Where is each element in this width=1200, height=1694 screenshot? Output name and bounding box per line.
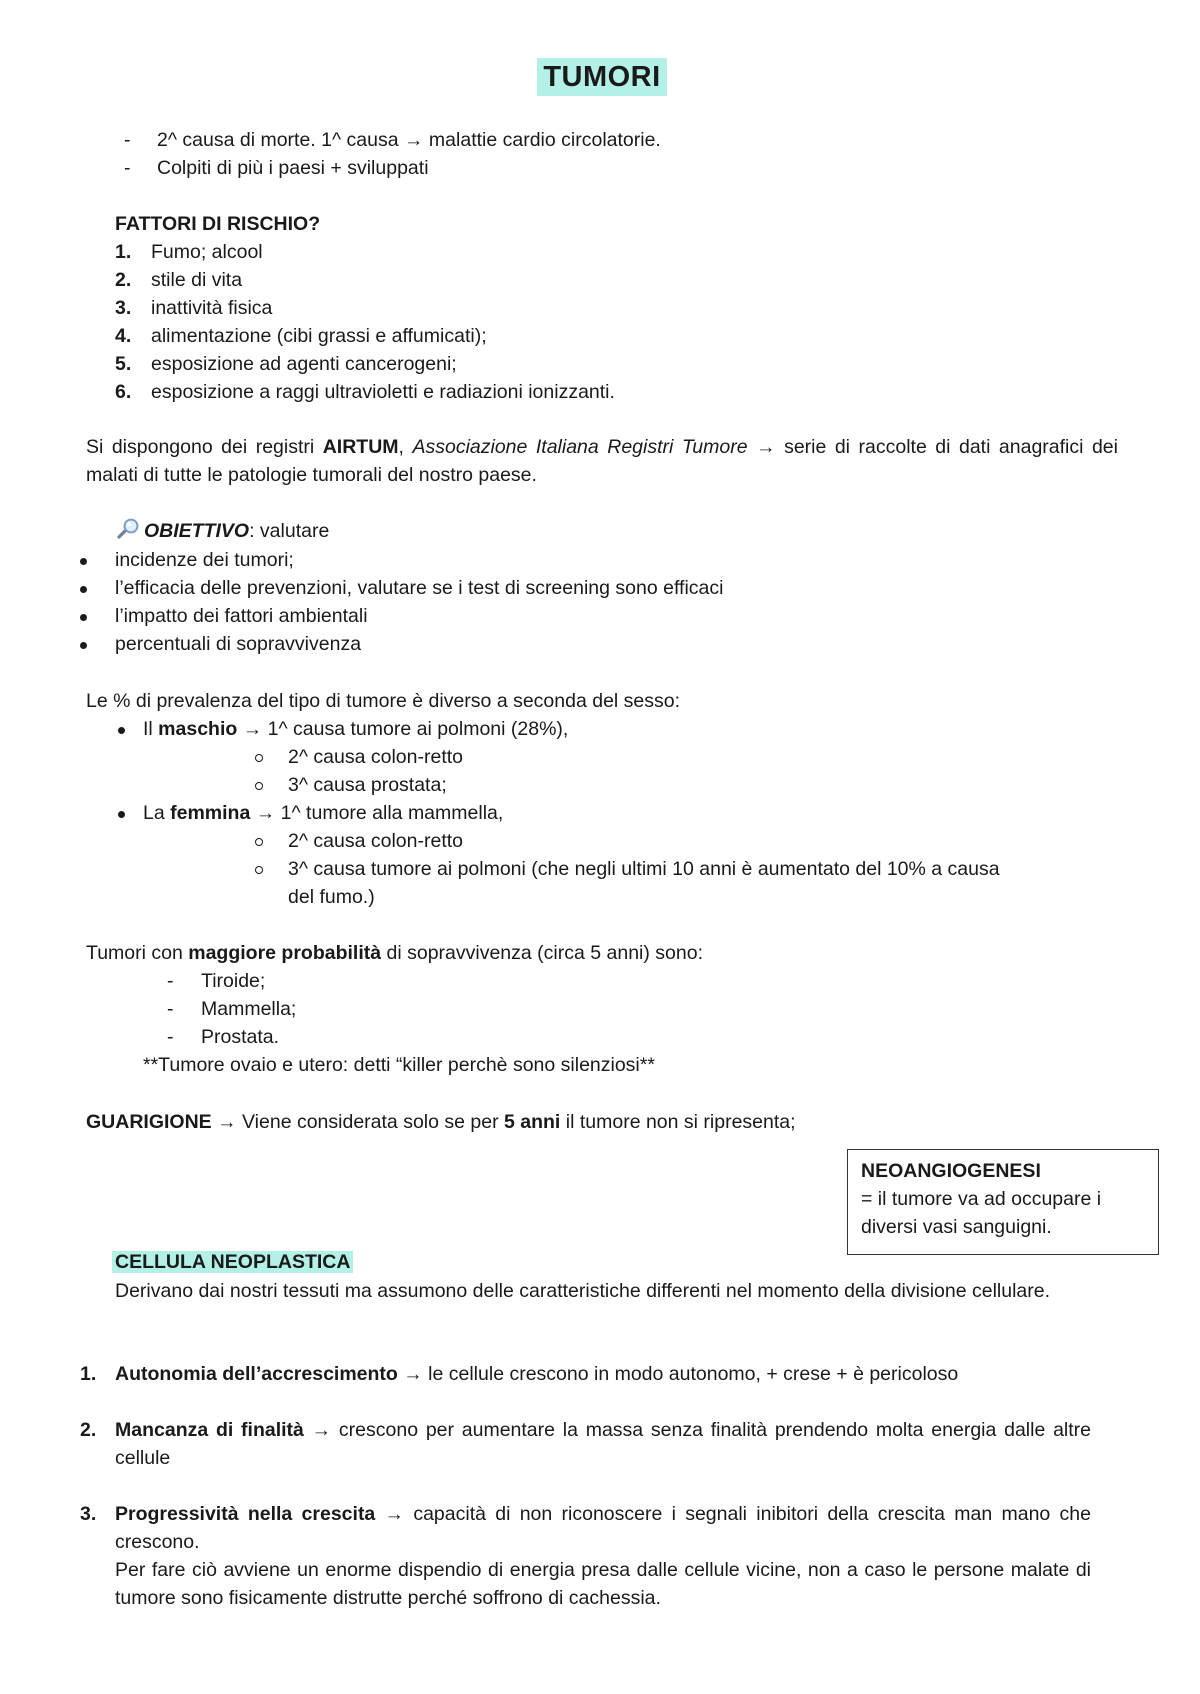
sub-bullet-circle (255, 838, 263, 846)
female-subitem-cont: del fumo.) (288, 886, 375, 908)
bullet-dot (80, 558, 87, 565)
cell-item: Autonomia dell’accrescimento → le cellule crescono in modo autonomo, + crese + è pericoloso (115, 1363, 959, 1385)
risk-heading: FATTORI DI RISCHIO? (115, 213, 321, 235)
risk-item: esposizione ad agenti cancerogeni; (151, 353, 457, 375)
magnifier-icon (115, 518, 142, 547)
risk-item: alimentazione (cibi grassi e affumicati); (151, 325, 487, 347)
cell-extra-paragraph: Per fare ciò avviene un enorme dispendio di energia presa dalle cellule vicine, non a caso le persone malate di tumore sono fisicamente distrutte perché soffrono di cachessia. (115, 1559, 1091, 1609)
cell-item: Progressività nella crescita → capacità di non riconoscere i segnali inibitori della crescita man mano che crescono. (115, 1503, 1091, 1553)
sub-bullet-circle (255, 866, 263, 874)
prevalence-intro: Le % di prevalenza del tipo di tumore è diverso a seconda del sesso: (86, 690, 681, 712)
male-line: Il maschio → 1^ causa tumore ai polmoni (28%), (143, 718, 569, 740)
bullet-dot (118, 727, 125, 734)
male-subitem: 3^ causa prostata; (288, 774, 447, 796)
neoangiogenesis-box (847, 1149, 1159, 1255)
survival-note: **Tumore ovaio e utero: detti “killer perchè sono silenziosi** (143, 1054, 655, 1076)
risk-number: 1. (115, 241, 132, 263)
risk-number: 5. (115, 353, 132, 375)
dash-marker: - (124, 129, 131, 151)
cell-item: Mancanza di finalità → crescono per aumentare la massa senza finalità prendendo molta energia dalle altre cellule (115, 1419, 1091, 1469)
dash-marker: - (124, 157, 131, 179)
female-line: La femmina → 1^ tumore alla mammella, (143, 802, 504, 824)
bullet-dot (80, 642, 87, 649)
objective-label: OBIETTIVO (144, 520, 250, 542)
survival-intro: Tumori con maggiore probabilità di sopravvivenza (circa 5 anni) sono: (86, 942, 703, 964)
cell-number: 1. (80, 1363, 97, 1385)
objective-item: l’impatto dei fattori ambientali (115, 605, 368, 627)
cell-number: 2. (80, 1419, 97, 1441)
risk-number: 4. (115, 325, 132, 347)
neo-box-title: NEOANGIOGENESI (861, 1160, 1041, 1182)
healing-label: GUARIGIONE (86, 1111, 212, 1133)
intro-line: 2^ causa di morte. 1^ causa → malattie cardio circolatorie. (157, 129, 661, 151)
cell-description: Derivano dai nostri tessuti ma assumono delle caratteristiche differenti nel momento della divisione cellulare. (115, 1280, 1051, 1302)
bullet-dot (80, 586, 87, 593)
risk-item: Fumo; alcool (151, 241, 263, 263)
healing-line: GUARIGIONE → Viene considerata solo se per 5 anni il tumore non si ripresenta; (86, 1111, 796, 1133)
risk-number: 2. (115, 269, 132, 291)
airtum-full-name: Associazione Italiana Registri Tumore (412, 436, 748, 458)
intro-line: Colpiti di più i paesi + sviluppati (157, 157, 429, 179)
neo-box-text: diversi vasi sanguigni. (861, 1216, 1052, 1238)
objective-item: percentuali di sopravvivenza (115, 633, 362, 655)
objective-line: OBIETTIVO: valutare (115, 518, 329, 547)
survival-item: Tiroide; (201, 970, 266, 992)
sub-bullet-circle (255, 754, 263, 762)
risk-number: 3. (115, 297, 132, 319)
section-heading: CELLULA NEOPLASTICA (112, 1249, 353, 1275)
female-subitem: 2^ causa colon-retto (288, 830, 463, 852)
dash-marker: - (167, 1026, 174, 1048)
dash-marker: - (167, 998, 174, 1020)
risk-number: 6. (115, 381, 132, 403)
cell-number: 3. (80, 1503, 97, 1525)
risk-item: stile di vita (151, 269, 243, 291)
page-title: TUMORI (537, 58, 667, 96)
female-subitem: 3^ causa tumore ai polmoni (che negli ultimi 10 anni è aumentato del 10% a causa (288, 858, 1000, 880)
risk-item: esposizione a raggi ultravioletti e radiazioni ionizzanti. (151, 381, 615, 403)
survival-item: Mammella; (201, 998, 297, 1020)
bullet-dot (80, 614, 87, 621)
objective-item: incidenze dei tumori; (115, 549, 294, 571)
airtum-name: AIRTUM (322, 436, 399, 458)
female-label: femmina (170, 802, 251, 824)
neo-box-text: = il tumore va ad occupare i (861, 1188, 1102, 1210)
male-label: maschio (158, 718, 238, 740)
survival-item: Prostata. (201, 1026, 280, 1048)
objective-item: l’efficacia delle prevenzioni, valutare se i test di screening sono efficaci (115, 577, 724, 599)
bullet-dot (118, 811, 125, 818)
survival-emphasis: maggiore probabilità (188, 942, 382, 964)
male-subitem: 2^ causa colon-retto (288, 746, 463, 768)
airtum-paragraph: Si dispongono dei registri AIRTUM, Associazione Italiana Registri Tumore → serie di raccolte di dati anagrafici dei malati di tutte le patologie tumorali del nostro paese. (86, 436, 1118, 486)
risk-item: inattività fisica (151, 297, 273, 319)
dash-marker: - (167, 970, 174, 992)
sub-bullet-circle (255, 782, 263, 790)
